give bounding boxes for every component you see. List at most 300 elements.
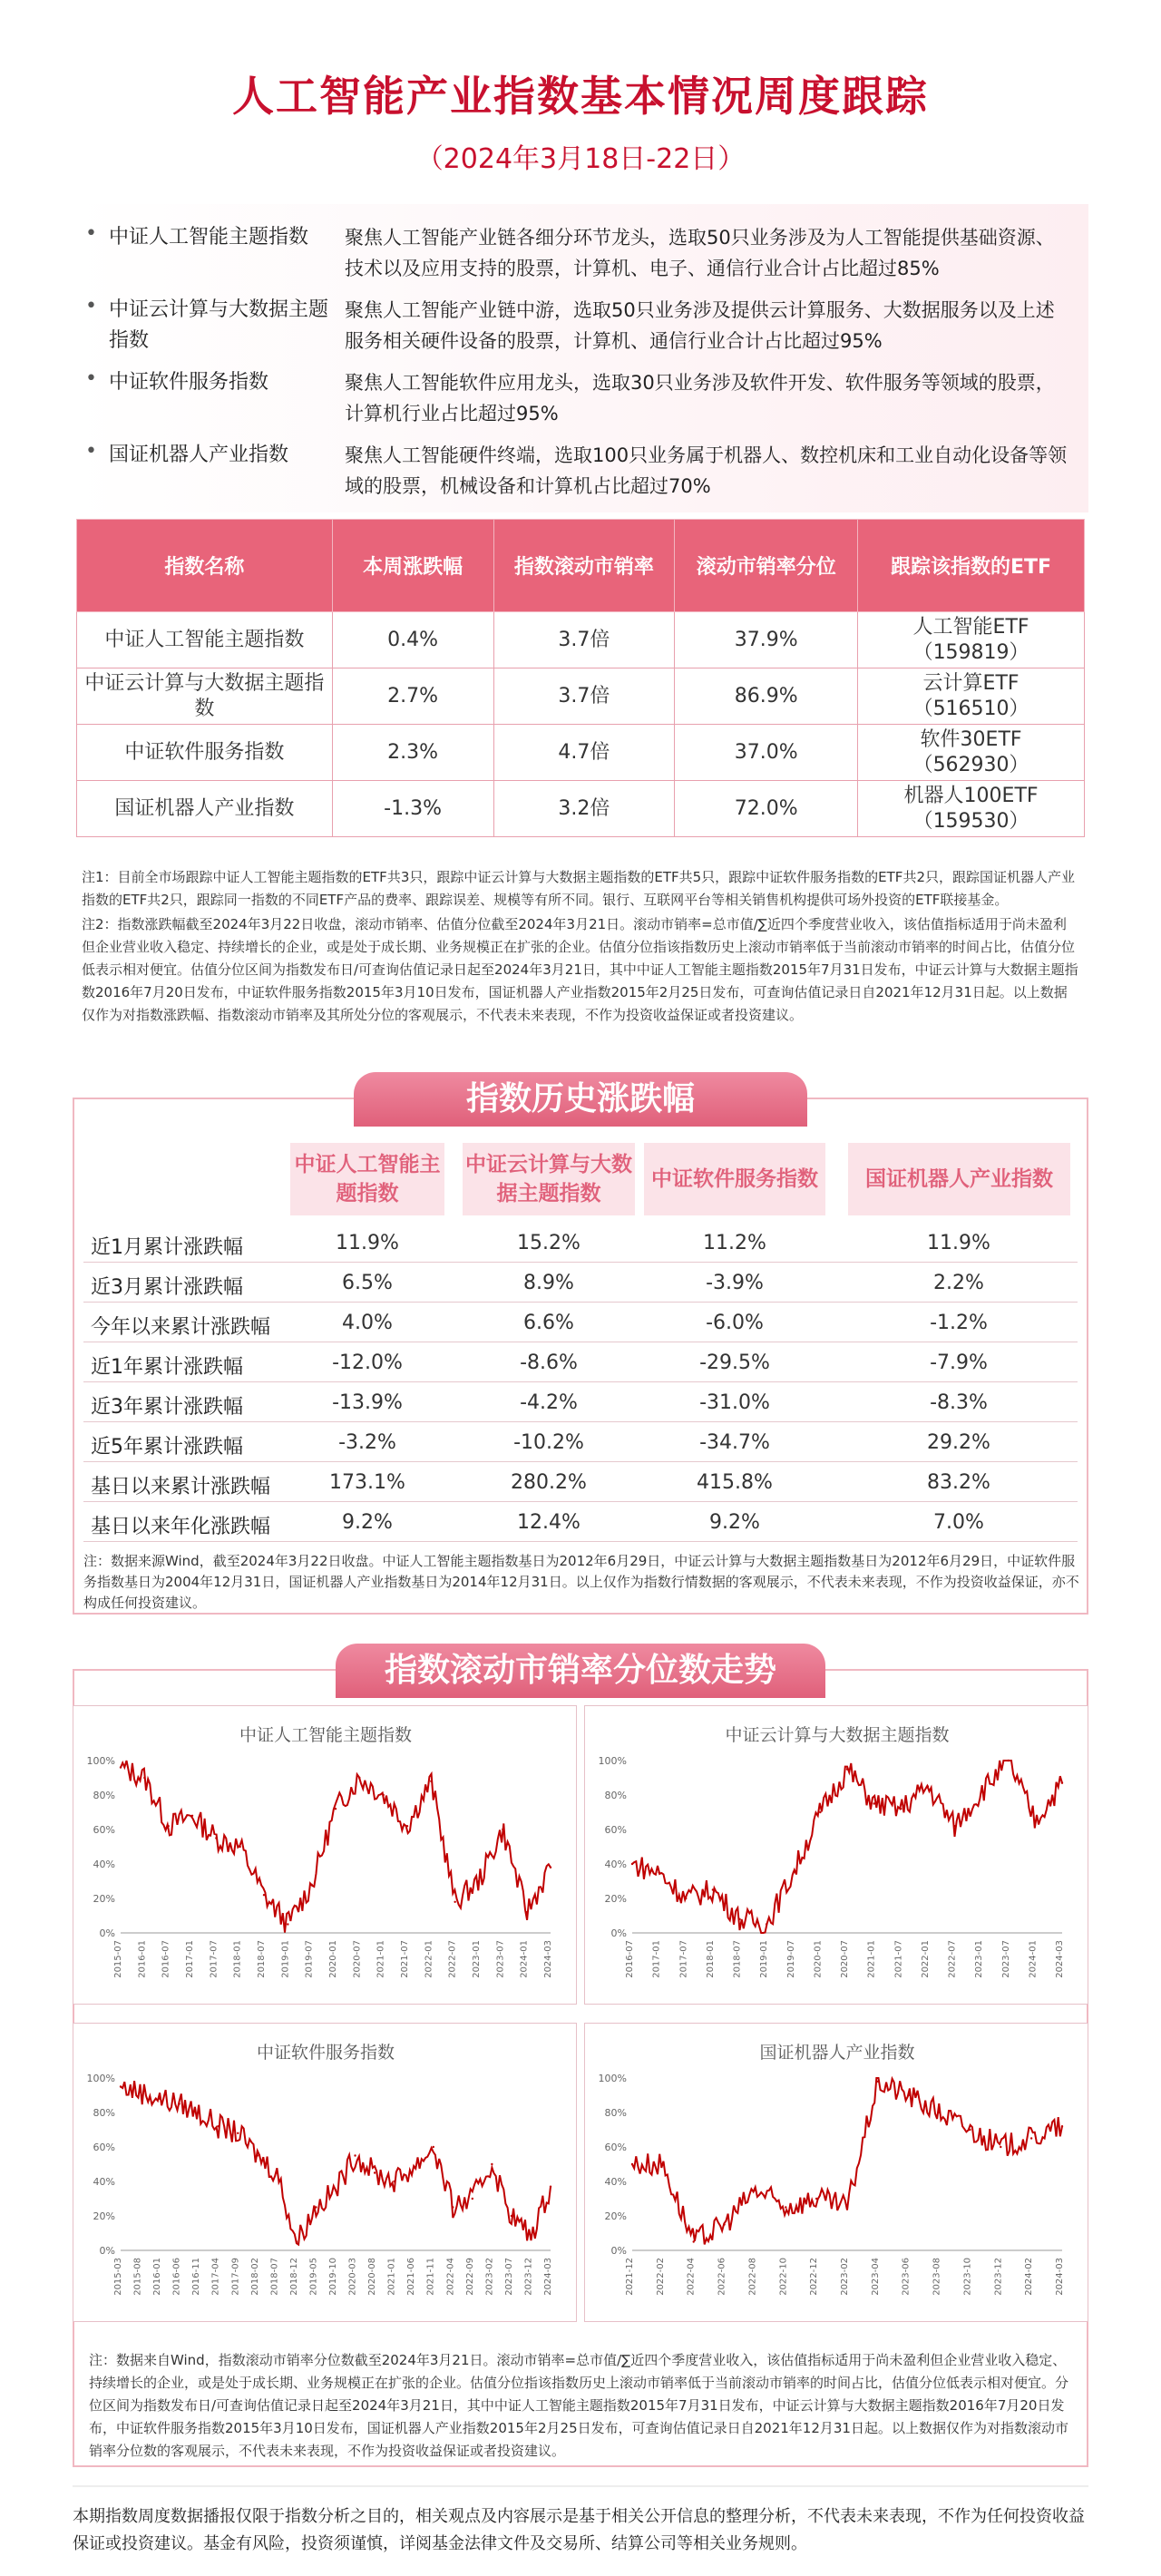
etf-name: 软件30ETF (920, 727, 1022, 751)
y-tick-label: 60% (604, 1824, 627, 1836)
x-tick-label: 2022-07 (947, 1940, 958, 1978)
x-tick-label: 2021-01 (376, 1940, 386, 1978)
x-tick-label: 2021-11 (425, 2258, 436, 2296)
history-value-cell: 2.2% (933, 1272, 984, 1294)
data-point (143, 1777, 145, 1779)
data-point (257, 2154, 259, 2156)
x-tick-label: 2023-01 (472, 1940, 482, 1978)
chart-software-svg (73, 2024, 578, 2323)
intro-item-desc: 聚焦人工智能产业链中游，选取50只业务涉及提供云计算服务、大数据服务以及上述服务相关硬件设备的股票，计算机、通信行业合计占比超过95% (345, 299, 1055, 352)
column-header: 滚动市销率分位 (675, 520, 858, 612)
history-row-label: 近3年累计涨跌幅 (91, 1396, 243, 1419)
intro-item-desc: 聚焦人工智能产业链各细分环节龙头，选取50只业务涉及为人工智能提供基础资源、技术以及应用支持的股票，计算机、电子、通信行业合计占比超过85% (345, 227, 1055, 279)
data-point (335, 2189, 337, 2191)
index-name-cell: 中证云计算与大数据主题指数 (77, 668, 333, 725)
x-tick-label: 2020-07 (840, 1940, 850, 1978)
history-row-label: 近3月累计涨跌幅 (91, 1276, 243, 1299)
y-tick-label: 40% (604, 1859, 627, 1870)
x-tick-label: 2023-07 (1000, 1940, 1011, 1978)
page-subtitle: （2024年3月18日-22日） (415, 143, 746, 175)
x-tick-label: 2024-01 (519, 1940, 530, 1978)
x-tick-label: 2023-02 (840, 2258, 850, 2296)
table-row (83, 1462, 1078, 1502)
x-tick-label: 2024-03 (543, 1940, 553, 1978)
x-tick-label: 2023-07 (495, 1940, 506, 1978)
chart-robot (584, 2023, 1088, 2322)
weekly-change-cell: -1.3% (332, 781, 493, 837)
data-point (178, 2103, 180, 2104)
data-point (310, 1884, 312, 1886)
x-tick-label: 2022-01 (920, 1940, 931, 1978)
x-tick-label: 2018-02 (249, 2258, 260, 2296)
column-header: 指数滚动市销率 (493, 520, 675, 612)
data-point (766, 1923, 767, 1925)
x-tick-label: 2022-04 (445, 2258, 456, 2296)
table-row (83, 1422, 1078, 1462)
data-point (478, 1880, 480, 1882)
x-tick-label: 2019-07 (785, 1940, 796, 1978)
history-value-cell: -8.3% (930, 1391, 988, 1414)
y-tick-label: 0% (610, 2245, 627, 2257)
data-point (685, 1898, 687, 1899)
data-point (393, 2181, 395, 2182)
data-point (335, 1808, 337, 1810)
history-row-label: 基日以来累计涨跌幅 (91, 1476, 271, 1498)
data-point (406, 1825, 408, 1827)
x-tick-label: 2024-03 (543, 2258, 553, 2296)
ps-percentile-cell: 72.0% (675, 781, 858, 837)
data-point (908, 2094, 910, 2096)
bullet-icon: • (85, 440, 97, 463)
x-tick-label: 2016-06 (171, 2258, 182, 2296)
index-name-cell: 中证人工智能主题指数 (77, 612, 333, 668)
y-tick-label: 40% (93, 1859, 115, 1870)
x-tick-label: 2017-04 (210, 2258, 221, 2296)
data-point (927, 1785, 929, 1787)
column-header: 本周涨跌幅 (332, 520, 493, 612)
x-tick-label: 2015-03 (113, 2258, 123, 2296)
history-value-cell: 29.2% (927, 1431, 990, 1454)
table-row (77, 612, 1085, 668)
chart-ai-svg (73, 1706, 578, 2005)
history-value-cell: 280.2% (511, 1471, 587, 1494)
data-point (358, 1777, 360, 1779)
data-point (900, 1808, 902, 1810)
y-tick-label: 80% (93, 2107, 115, 2119)
x-tick-label: 2018-01 (232, 1940, 243, 1978)
column-header: 指数名称 (77, 520, 333, 612)
ps-ratio-cell: 4.7倍 (493, 725, 675, 781)
y-tick-label: 100% (598, 2073, 627, 2084)
history-row-label: 近5年累计涨跌幅 (91, 1436, 243, 1459)
table-row (83, 1382, 1078, 1422)
x-tick-label: 2021-07 (400, 1940, 410, 1978)
data-point (502, 1829, 503, 1830)
data-point (433, 2146, 434, 2148)
table-notes (82, 866, 1079, 1029)
data-point (1030, 2137, 1032, 2139)
x-tick-label: 2018-01 (705, 1940, 716, 1978)
history-value-cell: -7.9% (930, 1351, 988, 1374)
history-value-cell: 8.9% (523, 1272, 574, 1294)
ps-banner: 指数滚动市销率分位数走势 (336, 1644, 825, 1698)
y-tick-label: 80% (604, 1790, 627, 1801)
table-row (77, 668, 1085, 725)
history-value-cell: -1.2% (930, 1312, 988, 1334)
y-tick-label: 20% (93, 1893, 115, 1905)
data-point (785, 2206, 786, 2208)
x-tick-label: 2022-12 (809, 2258, 820, 2296)
x-tick-label: 2020-01 (328, 1940, 338, 1978)
x-tick-label: 2016-01 (137, 1940, 148, 1978)
etf-name: 机器人100ETF (903, 784, 1039, 807)
y-tick-label: 20% (93, 2210, 115, 2222)
x-tick-label: 2022-07 (447, 1940, 458, 1978)
data-point (198, 2112, 200, 2113)
history-value-cell: 9.2% (342, 1511, 393, 1534)
etf-name: 云计算ETF (922, 671, 1020, 695)
x-tick-label: 2023-10 (962, 2258, 973, 2296)
data-point (120, 2085, 122, 2087)
data-point (631, 2163, 633, 2165)
data-point (120, 1766, 122, 1768)
data-point (738, 1918, 740, 1920)
data-point (693, 2240, 695, 2242)
x-tick-label: 2023-08 (932, 2258, 942, 2296)
table-row (83, 1223, 1078, 1263)
history-row-label: 基日以来年化涨跌幅 (91, 1516, 271, 1538)
series-line (121, 2081, 551, 2245)
data-point (237, 2132, 239, 2134)
etf-cell (858, 612, 1085, 668)
data-point (511, 2215, 512, 2217)
history-col-header: 中证人工智能主题指数 (290, 1143, 444, 1215)
table-row (83, 1263, 1078, 1303)
x-tick-label: 2019-05 (308, 2258, 319, 2296)
etf-code: （159819） (912, 640, 1029, 664)
bullet-icon: • (85, 295, 97, 317)
data-point (793, 1871, 795, 1873)
data-point (712, 1888, 714, 1890)
x-tick-label: 2018-07 (257, 1940, 267, 1978)
data-point (846, 2206, 848, 2208)
data-point (662, 2163, 664, 2165)
y-tick-label: 80% (604, 2107, 627, 2119)
etf-cell (858, 781, 1085, 837)
x-tick-label: 2017-07 (678, 1940, 689, 1978)
weekly-index-table (76, 519, 1085, 837)
series-line (121, 1761, 551, 1932)
data-point (1008, 1760, 1010, 1761)
y-tick-label: 100% (86, 2073, 115, 2084)
history-value-cell: 11.9% (336, 1232, 399, 1254)
history-value-cell: 11.9% (927, 1232, 990, 1254)
table-header-row (77, 520, 1085, 612)
x-tick-label: 2018-07 (732, 1940, 743, 1978)
history-value-cell: -34.7% (699, 1431, 770, 1454)
data-point (287, 1923, 288, 1925)
x-tick-label: 2016-01 (152, 2258, 163, 2296)
y-tick-label: 40% (604, 2176, 627, 2188)
chart-cloud (584, 1705, 1088, 2005)
weekly-change-cell: 0.4% (332, 612, 493, 668)
data-point (139, 2091, 141, 2093)
index-name-cell: 中证软件服务指数 (77, 725, 333, 781)
x-tick-label: 2017-09 (230, 2258, 241, 2296)
intro-item-name: 中证云计算与大数据主题指数 (109, 298, 329, 352)
chart-title: 中证软件服务指数 (256, 2043, 395, 2063)
data-point (1061, 1782, 1063, 1784)
x-tick-label: 2022-09 (464, 2258, 475, 2296)
data-point (815, 2198, 817, 2200)
history-value-cell: 6.5% (342, 1272, 393, 1294)
data-point (382, 1794, 384, 1796)
x-tick-label: 2019-01 (280, 1940, 291, 1978)
ps-percentile-cell: 86.9% (675, 668, 858, 725)
table-row (83, 1502, 1078, 1542)
history-value-cell: 7.0% (933, 1511, 984, 1534)
data-point (215, 1837, 217, 1839)
data-point (491, 2163, 493, 2165)
history-row-label: 近1年累计涨跌幅 (91, 1356, 243, 1379)
bullet-icon: • (85, 367, 97, 390)
history-value-cell: 12.4% (517, 1511, 580, 1534)
note-2: 注2：指数涨跌幅截至2024年3月22日收盘，滚动市销率、估值分位截至2024年3月21日。滚动市销率=总市值/∑近四个季度营业收入，该估值指标适用于尚未盈利但企业营业收入稳定、持续增长的企业，或是处于成长期、业务规模正在扩张的企业。估值分位指该指数历史上滚动市销率低于当前滚动市销率的时间占比，估值分位低表示相对便宜。估值分位区间为指数发布日/可查询估值记录日起至2024年3月21日，其中中证人工智能主题指数2015年7月31日发布，中证云计算与大数据主题指数2016年7月20日发布，中证软件服务指数2015年3月10日发布，国证机器人产业指数2015年2月25日发布，可查询估值记录日自2021年12月31日起。以上数据仅作为对指数涨跌幅、指数滚动市销率及其所处分位的客观展示，不代表未来表现，不作为投资收益保证或者投资建议。 (82, 916, 1078, 1023)
ps-ratio-cell: 3.7倍 (493, 668, 675, 725)
intro-item-name: 国证机器人产业指数 (109, 444, 289, 466)
history-value-cell: 15.2% (517, 1232, 580, 1254)
chart-title: 中证人工智能主题指数 (239, 1725, 413, 1745)
data-point (1000, 2146, 1001, 2148)
series-line (632, 2078, 1062, 2244)
chart-robot-svg (585, 2024, 1089, 2323)
data-point (167, 1825, 169, 1827)
history-value-cell: -31.0% (699, 1391, 770, 1414)
series-line (632, 1761, 1062, 1933)
x-tick-label: 2023-07 (503, 2258, 514, 2296)
data-point (530, 2236, 532, 2238)
x-tick-label: 2015-07 (113, 1940, 123, 1978)
x-tick-label: 2024-03 (1055, 2258, 1065, 2296)
chart-software (73, 2023, 577, 2322)
index-intro-panel (73, 204, 1088, 512)
x-tick-label: 2022-10 (778, 2258, 789, 2296)
history-value-cell: -4.2% (520, 1391, 578, 1414)
data-point (159, 2098, 161, 2100)
x-tick-label: 2017-01 (185, 1940, 195, 1978)
data-point (454, 1901, 455, 1903)
data-point (550, 1867, 551, 1869)
x-tick-label: 2021-06 (406, 2258, 417, 2296)
data-point (819, 1811, 821, 1813)
chart-cloud-svg (585, 1706, 1089, 2005)
x-tick-label: 2022-08 (747, 2258, 758, 2296)
data-point (631, 1863, 633, 1865)
data-point (953, 1825, 955, 1827)
x-tick-label: 2019-01 (759, 1940, 770, 1978)
x-tick-label: 2023-12 (523, 2258, 534, 2296)
x-tick-label: 2019-07 (304, 1940, 315, 1978)
data-point (296, 2240, 298, 2242)
x-tick-label: 2022-06 (717, 2258, 727, 2296)
x-tick-label: 2024-02 (1024, 2258, 1035, 2296)
x-tick-label: 2017-01 (651, 1940, 662, 1978)
ps-percentile-cell: 37.9% (675, 612, 858, 668)
table-row (83, 1303, 1078, 1342)
chart-ai (73, 1705, 577, 2005)
x-tick-label: 2019-10 (328, 2258, 338, 2296)
data-point (658, 1871, 659, 1873)
y-tick-label: 0% (99, 2245, 115, 2257)
x-tick-label: 2021-12 (625, 2258, 635, 2296)
history-value-cell: -3.9% (706, 1272, 764, 1294)
data-point (218, 2125, 220, 2127)
y-tick-label: 60% (93, 2142, 115, 2153)
history-value-cell: -13.9% (332, 1391, 403, 1414)
data-point (1061, 2125, 1063, 2127)
bullet-icon: • (85, 222, 97, 245)
etf-name: 人工智能ETF (912, 615, 1029, 639)
data-point (315, 2206, 317, 2208)
ps-ratio-cell: 3.2倍 (493, 781, 675, 837)
disclaimer: 本期指数周度数据播报仅限于指数分析之目的，相关观点及内容展示是基于相关公开信息的整理分析，不代表未来表现，不作为任何投资收益保证或投资建议。基金有风险，投资须谨慎，详阅基金法律文件及交易所、结算公司等相关业务规则。 (73, 2507, 1085, 2553)
intro-item-desc: 聚焦人工智能软件应用龙头，选取30只业务涉及软件开发、软件服务等领域的股票，计算机行业占比超过95% (345, 372, 1055, 424)
x-tick-label: 2023-06 (901, 2258, 912, 2296)
weekly-change-cell: 2.7% (332, 668, 493, 725)
note-1: 注1：目前全市场跟踪中证人工智能主题指数的ETF共3只，跟踪中证云计算与大数据主题指数的ETF共5只，跟踪中证软件服务指数的ETF共2只，跟踪国证机器人产业指数的ETF共2只，跟踪同一指数的不同ETF产品的费率、跟踪误差、规模等有所不同。银行、互联网平台等相关销售机构提供可场外投资的ETF联接基金。 (82, 869, 1075, 908)
data-point (969, 2129, 971, 2131)
divider (73, 2485, 1088, 2487)
intro-item-name: 中证软件服务指数 (109, 371, 269, 394)
data-point (354, 2154, 356, 2156)
history-value-cell: -29.5% (699, 1351, 770, 1374)
data-point (723, 2223, 725, 2225)
data-point (413, 2167, 415, 2169)
table-row (77, 781, 1085, 837)
data-point (276, 2171, 278, 2173)
etf-code: （516510） (912, 697, 1029, 720)
history-value-cell: -12.0% (332, 1351, 403, 1374)
history-value-cell: 173.1% (329, 1471, 405, 1494)
x-tick-label: 2017-07 (209, 1940, 220, 1978)
column-header: 跟踪该指数的ETF (858, 520, 1085, 612)
y-tick-label: 60% (93, 1824, 115, 1836)
data-point (981, 1791, 982, 1792)
x-tick-label: 2023-12 (993, 2258, 1004, 2296)
history-row-label: 今年以来累计涨跌幅 (91, 1316, 271, 1339)
x-tick-label: 2020-03 (347, 2258, 358, 2296)
history-row-label: 近1月累计涨跌幅 (91, 1236, 243, 1259)
x-tick-label: 2018-07 (269, 2258, 280, 2296)
table-row (83, 1342, 1078, 1382)
history-banner: 指数历史涨跌幅 (354, 1072, 807, 1127)
etf-code: （159530） (912, 809, 1029, 833)
data-point (873, 1802, 874, 1804)
history-value-cell: -6.0% (706, 1312, 764, 1334)
data-point (754, 2189, 756, 2191)
x-tick-label: 2024-01 (1028, 1940, 1039, 1978)
y-tick-label: 20% (604, 2210, 627, 2222)
x-tick-label: 2023-04 (870, 2258, 881, 2296)
chart-title: 中证云计算与大数据主题指数 (725, 1725, 950, 1745)
data-point (452, 2206, 454, 2208)
page-title: 人工智能产业指数基本情况周度跟踪 (232, 72, 929, 121)
y-tick-label: 100% (598, 1755, 627, 1767)
etf-code: （562930） (912, 753, 1029, 776)
data-point (191, 1815, 193, 1817)
x-tick-label: 2016-07 (161, 1940, 171, 1978)
data-point (550, 2186, 551, 2188)
history-value-cell: -3.2% (338, 1431, 396, 1454)
y-tick-label: 20% (604, 1893, 627, 1905)
data-point (877, 2081, 879, 2083)
y-tick-label: 80% (93, 1790, 115, 1801)
x-tick-label: 2023-01 (974, 1940, 985, 1978)
history-value-cell: 83.2% (927, 1471, 990, 1494)
y-tick-label: 40% (93, 2176, 115, 2188)
history-value-cell: 415.8% (697, 1471, 773, 1494)
x-tick-label: 2020-08 (367, 2258, 378, 2296)
x-tick-label: 2021-01 (386, 2258, 397, 2296)
intro-item-desc: 聚焦人工智能硬件终端，选取100只业务属于机器人、数控机床和工业自动化设备等领域的股票，机械设备和计算机占比超过70% (345, 444, 1068, 497)
x-tick-label: 2022-04 (686, 2258, 697, 2296)
y-tick-label: 0% (610, 1927, 627, 1939)
data-point (472, 2198, 473, 2200)
data-point (938, 2112, 940, 2113)
ps-percentile-cell: 37.0% (675, 725, 858, 781)
etf-cell (858, 668, 1085, 725)
history-col-header: 国证机器人产业指数 (848, 1143, 1070, 1215)
x-tick-label: 2021-07 (893, 1940, 904, 1978)
x-tick-label: 2022-02 (655, 2258, 666, 2296)
history-value-cell: 11.2% (703, 1232, 766, 1254)
history-value-cell: 9.2% (709, 1511, 760, 1534)
chart-title: 国证机器人产业指数 (759, 2043, 915, 2063)
data-point (1034, 1820, 1036, 1821)
data-point (846, 1768, 848, 1770)
ps-note: 注：数据来自Wind，指数滚动市销率分位数截至2024年3月21日。滚动市销率=总市值/∑近四个季度营业收入，该估值指标适用于尚未盈利但企业营业收入稳定、持续增长的企业，或是处于成长期、业务规模正在扩张的企业。估值分位指该指数历史上滚动市销率低于当前滚动市销率的时间占比，估值分位低表示相对便宜。分位区间为指数发布日/可查询估值记录日起至2024年3月21日，其中中证人工智能主题指数2015年7月31日发布，中证云计算与大数据主题指数2016年7月20日发布，中证软件服务指数2015年3月10日发布，国证机器人产业指数2015年2月25日发布，可查询估值记录日自2021年12月31日起。以上数据仅作为对指数滚动市销率分位数的客观展示，不代表未来表现，不作为投资收益保证或者投资建议。 (89, 2352, 1069, 2459)
history-value-cell: 4.0% (342, 1312, 393, 1334)
y-tick-label: 60% (604, 2142, 627, 2153)
index-name-cell: 国证机器人产业指数 (77, 781, 333, 837)
history-value-cell: -8.6% (520, 1351, 578, 1374)
data-point (430, 1781, 432, 1782)
x-tick-label: 2020-07 (352, 1940, 363, 1978)
history-note: 注：数据来源Wind，截至2024年3月22日收盘。中证人工智能主题指数基日为2012年6月29日，中证云计算与大数据主题指数基日为2012年6月29日，中证软件服务指数基日为2004年12月31日，国证机器人产业指数基日为2014年12月31日。以上仅作为指数行情数据的客观展示，不代表未来表现，不作为投资收益保证，亦不构成任何投资建议。 (83, 1553, 1079, 1611)
table-row (77, 725, 1085, 781)
x-tick-label: 2020-01 (813, 1940, 824, 1978)
y-tick-label: 0% (99, 1927, 115, 1939)
x-tick-label: 2016-07 (625, 1940, 635, 1978)
history-value-cell: -10.2% (513, 1431, 584, 1454)
x-tick-label: 2024-03 (1055, 1940, 1065, 1978)
x-tick-label: 2021-01 (866, 1940, 877, 1978)
x-tick-label: 2018-12 (288, 2258, 299, 2296)
history-col-header: 中证云计算与大数据主题指数 (463, 1143, 635, 1215)
data-point (525, 1911, 527, 1913)
ps-ratio-cell: 3.7倍 (493, 612, 675, 668)
intro-item-name: 中证人工智能主题指数 (109, 226, 309, 249)
x-tick-label: 2022-01 (424, 1940, 434, 1978)
history-col-header: 中证软件服务指数 (644, 1143, 825, 1215)
x-tick-label: 2016-11 (191, 2258, 202, 2296)
history-value-cell: 6.6% (523, 1312, 574, 1334)
data-point (374, 2171, 376, 2173)
data-point (263, 1894, 265, 1896)
x-tick-label: 2015-08 (132, 2258, 143, 2296)
weekly-change-cell: 2.3% (332, 725, 493, 781)
etf-cell (858, 725, 1085, 781)
